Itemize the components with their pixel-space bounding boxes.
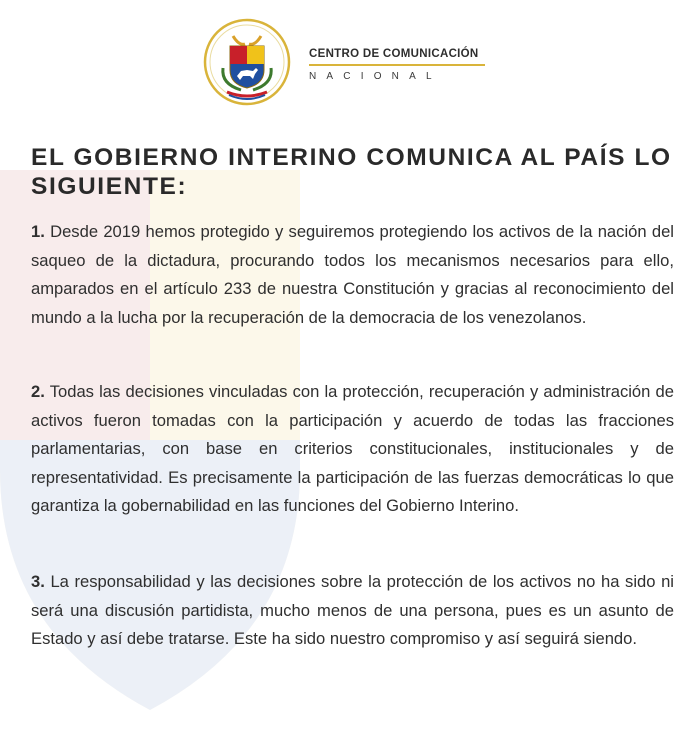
org-name-line1: CENTRO DE COMUNICACIÓN bbox=[309, 48, 479, 60]
point-text: Desde 2019 hemos protegido y seguiremos protegiendo los activos de la nación del saqueo de la dictadura, procurando todos los mecanismos necesarios para ello, amparados en el artículo 233 de nuestra Constitución y gracias al reconocimiento del mundo a la lucha por la recuperación de la democracia de los venezolanos. bbox=[31, 222, 674, 327]
brand-block bbox=[309, 48, 489, 82]
point-number: 2. bbox=[31, 382, 45, 401]
header bbox=[0, 14, 700, 114]
venezuela-coat-of-arms-icon bbox=[203, 18, 291, 106]
brand-divider bbox=[309, 64, 485, 66]
point-number: 3. bbox=[31, 572, 45, 591]
statement-point-2 bbox=[31, 378, 674, 521]
org-name-line2: NACIONAL bbox=[309, 71, 442, 82]
point-text: La responsabilidad y las decisiones sobre la protección de los activos no ha sido ni será una discusión partidista, mucho menos de una persona, pues es un asunto de Estado y así debe tratarse. Este ha sido nuestro compromiso y así seguirá siendo. bbox=[31, 572, 674, 648]
point-text: Todas las decisiones vinculadas con la protección, recuperación y administración de activos fueron tomadas con la participación y acuerdo de todas las fracciones parlamentarias, con base en criterios constitucionales, institucionales y de representatividad. Es precisamente la participación de las fuerzas democráticas lo que garantiza la gobernabilidad en las funciones del Gobierno Interino. bbox=[31, 382, 674, 515]
statement-point-1 bbox=[31, 218, 674, 332]
statement-point-3 bbox=[31, 568, 674, 654]
point-number: 1. bbox=[31, 222, 45, 241]
page-title: EL GOBIERNO INTERINO COMUNICA AL PAÍS LO SIGUIENTE: bbox=[31, 144, 672, 200]
